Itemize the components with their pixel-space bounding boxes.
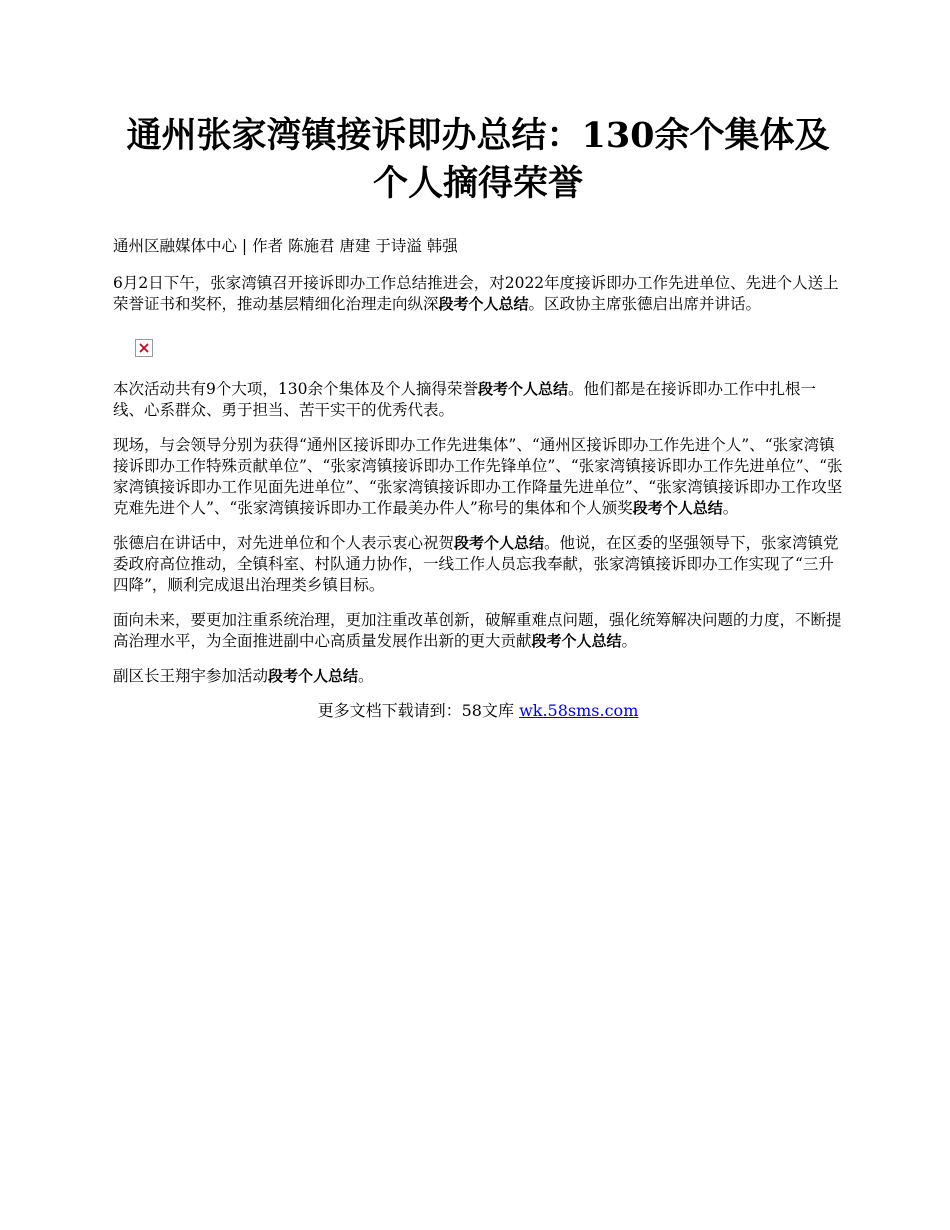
paragraph-tail: 。他们都是在接诉即办工作中扎根一线、心系群众、勇于担当、苦干实干的优秀代表。 (113, 380, 816, 419)
bold-phrase: 段考个人总结 (454, 534, 545, 552)
footer-prefix: 更多文档下载请到：58文库 (317, 701, 520, 720)
paragraph-tail: 。他说，在区委的坚强领导下，张家湾镇党委政府高位推动，全镇科室、村队通力协作，一线工作人员忘我奉献，张家湾镇接诉即办工作实现了“三升四降”，顺利完成退出治理类乡镇目标。 (113, 534, 839, 594)
bold-phrase: 段考个人总结 (632, 499, 723, 517)
paragraph-4 (113, 533, 843, 596)
paragraph-5 (113, 610, 843, 652)
paragraph-text: 面向未来，要更加注重系统治理，更加注重改革创新，破解重难点问题，强化统筹解决问题的力度，不断提高治理水平，为全面推进副中心高质量发展作出新的更大贡献 (113, 611, 842, 650)
paragraph-3 (113, 435, 843, 519)
article-image-placeholder (135, 339, 153, 357)
footer-link[interactable]: wk.58sms.com (519, 701, 639, 720)
paragraph-2 (113, 379, 843, 421)
paragraph-text: 本次活动共有9个大项，130余个集体及个人摘得荣誉 (113, 380, 478, 398)
paragraph-6 (113, 666, 843, 687)
paragraph-tail: 。区政协主席张德启出席并讲话。 (528, 295, 762, 313)
paragraph-tail: 。 (621, 632, 638, 650)
download-footer (113, 700, 843, 722)
bold-phrase: 段考个人总结 (268, 667, 359, 685)
paragraph-text: 张德启在讲话中，对先进单位和个人表示衷心祝贺 (113, 534, 455, 552)
paragraph-tail: 。 (722, 499, 739, 517)
paragraph-text: 现场，与会领导分别为获得“通州区接诉即办工作先进集体”、“通州区接诉即办工作先进个人”、“张家湾镇接诉即办工作特殊贡献单位”、“张家湾镇接诉即办工作先锋单位”、“张家湾镇接诉即办工作先进单位”、“张家湾镇接诉即办工作见面先进单位”、“张家湾镇接诉即办工作降量先进单位”、“张家湾镇接诉即办工作攻坚克难先进个人”、“张家湾镇接诉即办工作最美办件人”称号的集体和个人颁奖 (113, 436, 843, 517)
article-byline: 通州区融媒体中心 | 作者 陈施君 唐建 于诗溢 韩强 (113, 237, 458, 255)
bold-phrase: 段考个人总结 (477, 380, 568, 398)
paragraph-1 (113, 273, 843, 315)
broken-image-icon (135, 339, 153, 357)
paragraph-text: 6月2日下午，张家湾镇召开接诉即办工作总结推进会，对2022年度接诉即办工作先进单位、先进个人送上荣誉证书和奖杯，推动基层精细化治理走向纵深 (113, 274, 839, 313)
paragraph-text: 副区长王翔宇参加活动 (113, 667, 269, 685)
bold-phrase: 段考个人总结 (438, 295, 529, 313)
article-title: 通州张家湾镇接诉即办总结：130余个集体及个人摘得荣誉 (126, 115, 830, 204)
document-page (113, 112, 843, 722)
paragraph-tail: 。 (358, 667, 374, 685)
bold-phrase: 段考个人总结 (531, 632, 622, 650)
